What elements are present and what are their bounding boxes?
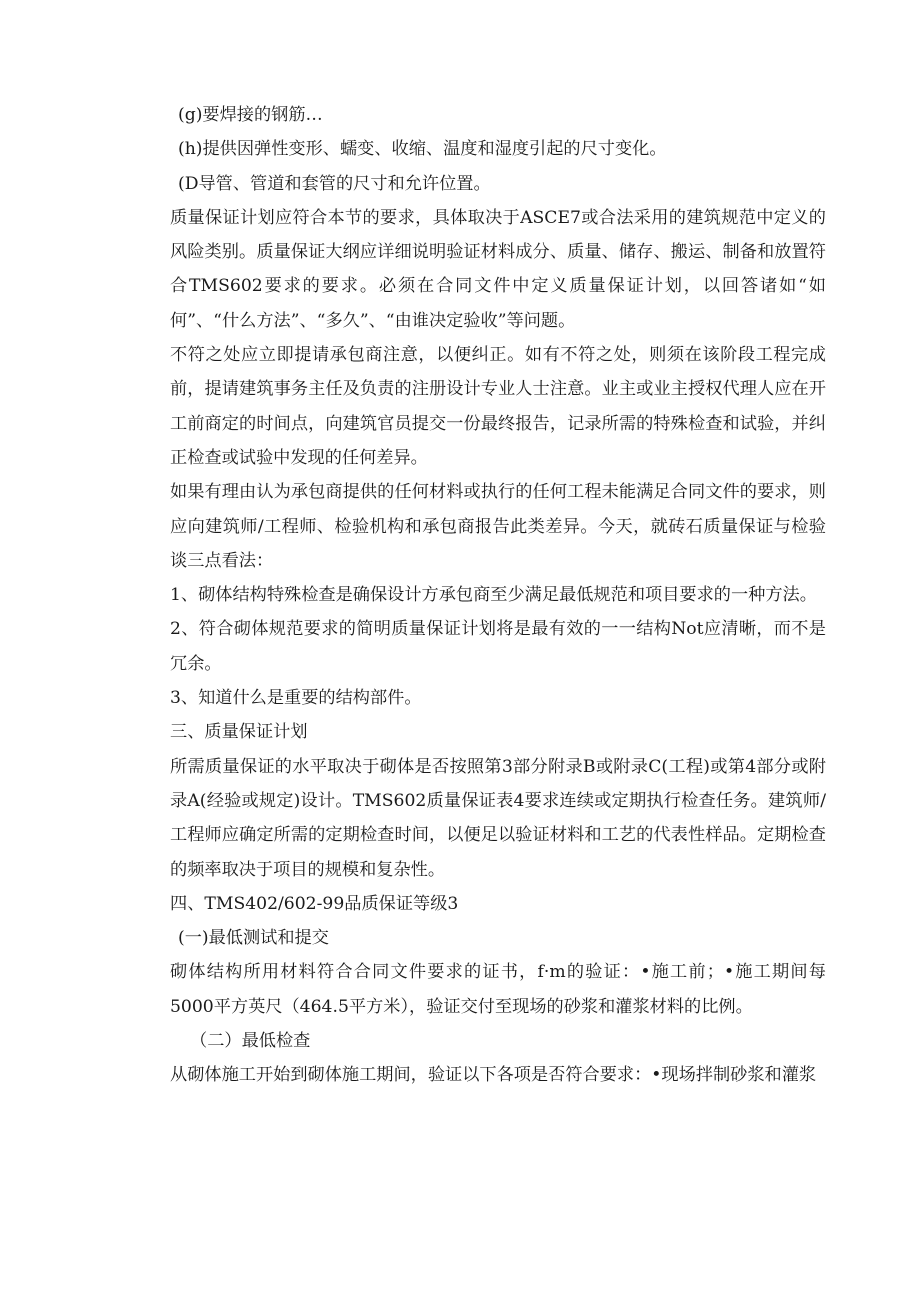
list-item-g: (g)要焊接的钢筋… [178, 105, 323, 125]
subsection-1-body: 砌体结构所用材料符合合同文件要求的证书，f·m的验证：•施工前；•施工期间每5000平方英尺（464.5平方米），验证交付至现场的砂浆和灌浆材料的比例。 [170, 962, 826, 1017]
subsection-2-heading: （二）最低检查 [190, 1031, 311, 1052]
paragraph-nonconformance: 不符之处应立即提请承包商注意，以便纠正。如有不符之处，则须在该阶段工程完成前，提请建筑事务主任及负责的注册设计专业人士注意。业主或业主授权代理人应在开工前商定的时间点，向建筑官员提交一份最终报告，记录所需的特殊检查和试验，并纠正检查或试验中发现的任何差异。 [170, 345, 826, 468]
point-2: 2、符合砌体规范要求的简明质量保证计划将是最有效的一一结构Not应清晰，而不是冗余。 [170, 619, 826, 674]
point-3: 3、知道什么是重要的结构部件。 [170, 688, 422, 709]
list-item-i: (D导管、管道和套管的尺寸和允许位置。 [178, 173, 491, 194]
list-item-h: (h)提供因弹性变形、蠕变、收缩、温度和湿度引起的尺寸变化。 [178, 139, 667, 160]
paragraph-discrepancy-report: 如果有理由认为承包商提供的任何材料或执行的任何工程未能满足合同文件的要求，则应向建筑师/工程师、检验机构和承包商报告此类差异。今天，就砖石质量保证与检验谈三点看法： [170, 482, 826, 571]
document-body [170, 98, 826, 1093]
section-4-heading: 四、TMS402/602-99品质保证等级3 [170, 893, 459, 914]
section-3-body: 所需质量保证的水平取决于砌体是否按照第3部分附录B或附录C(工程)或第4部分或附录A(经验或规定)设计。TMS602质量保证表4要求连续或定期执行检查任务。建筑师/工程师应确定所需的定期检查时间，以便足以验证材料和工艺的代表性样品。定期检查的频率取决于项目的规模和复杂性。 [170, 756, 826, 880]
point-1: 1、砌体结构特殊检查是确保设计方承包商至少满足最低规范和项目要求的一种方法。 [170, 585, 817, 606]
subsection-1-heading: (一)最低测试和提交 [178, 928, 329, 949]
paragraph-quality-plan: 质量保证计划应符合本节的要求，具体取决于ASCE7或合法采用的建筑规范中定义的风险类别。质量保证大纲应详细说明验证材料成分、质量、储存、搬运、制备和放置符合TMS602要求的要求。必须在合同文件中定义质量保证计划，以回答诸如“如何”、“什么方法”、“多久”、“由谁决定验收”等问题。 [170, 207, 826, 331]
subsection-2-body: 从砌体施工开始到砌体施工期间，验证以下各项是否符合要求：•现场拌制砂浆和灌浆 [170, 1065, 817, 1086]
section-3-heading: 三、质量保证计划 [170, 722, 308, 743]
